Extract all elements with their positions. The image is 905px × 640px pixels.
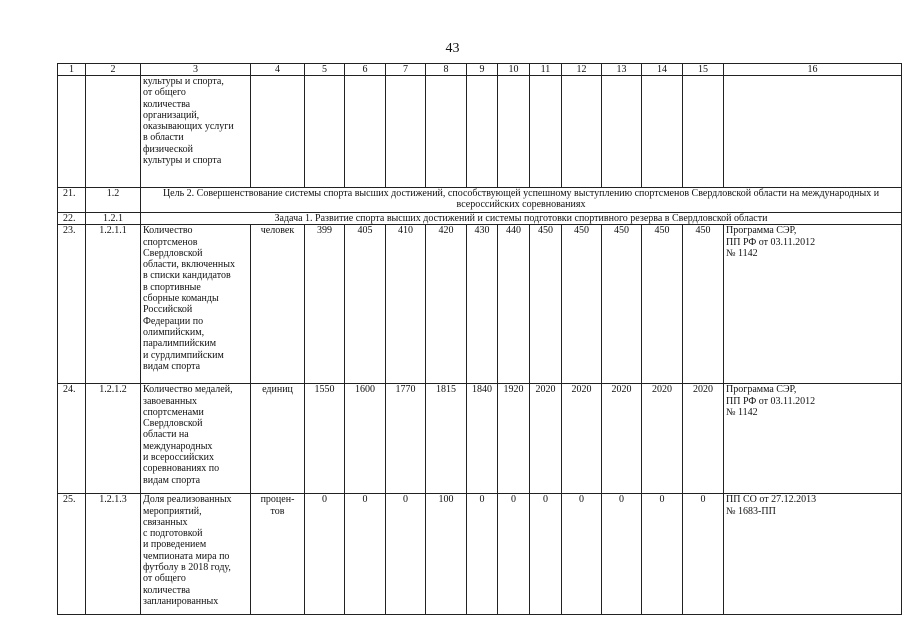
row-code: 1.2.1.1: [86, 225, 141, 384]
value-cell: 2020: [530, 384, 562, 494]
value-cell: 2020: [602, 384, 642, 494]
unit: процен- тов: [251, 494, 305, 615]
page-number: 43: [445, 41, 460, 56]
header-cell: 1: [58, 64, 86, 76]
row-number: 25.: [58, 494, 86, 615]
header-cell: 3: [141, 64, 251, 76]
value-cell: 440: [498, 225, 530, 384]
value-cell: 1815: [426, 384, 467, 494]
cell-code: [86, 76, 141, 188]
source-doc: Программа СЭР, ПП РФ от 03.11.2012 № 1142: [724, 225, 902, 384]
value-cell: 450: [602, 225, 642, 384]
value-cell: 2020: [562, 384, 602, 494]
goal-row: [58, 188, 902, 213]
unit: человек: [251, 225, 305, 384]
value-cell: 0: [530, 494, 562, 615]
value-cell: 100: [426, 494, 467, 615]
indicator-name: Количество медалей, завоеванных спортсменами Свердловской области на международных и всероссийских соревнованиях по видам спорта: [141, 384, 251, 494]
value-cell: 1600: [345, 384, 386, 494]
task-row: [58, 213, 902, 225]
value-cell: 450: [530, 225, 562, 384]
indicator-row: [58, 494, 902, 615]
header-cell: 12: [562, 64, 602, 76]
header-cell: 2: [86, 64, 141, 76]
header-cell: 8: [426, 64, 467, 76]
row-code: 1.2.1: [86, 213, 141, 225]
row-code: 1.2.1.2: [86, 384, 141, 494]
header-cell: 6: [345, 64, 386, 76]
value-cell: 0: [683, 494, 724, 615]
header-cell: 7: [386, 64, 426, 76]
row-number: 21.: [58, 188, 86, 213]
row-number: 23.: [58, 225, 86, 384]
cell-no: [58, 76, 86, 188]
value-cell: 1550: [305, 384, 345, 494]
value-cell: 450: [562, 225, 602, 384]
source-doc: ПП СО от 27.12.2013 № 1683-ПП: [724, 494, 902, 615]
value-cell: 0: [602, 494, 642, 615]
row-number: 24.: [58, 384, 86, 494]
source-doc: Программа СЭР, ПП РФ от 03.11.2012 № 1142: [724, 384, 902, 494]
header-cell: 14: [642, 64, 683, 76]
value-cell: 430: [467, 225, 498, 384]
continuation-row: [58, 76, 902, 188]
value-cell: 410: [386, 225, 426, 384]
value-cell: 0: [498, 494, 530, 615]
value-cell: 1840: [467, 384, 498, 494]
value-cell: 0: [386, 494, 426, 615]
value-cell: 420: [426, 225, 467, 384]
value-cell: 399: [305, 225, 345, 384]
value-cell: 2020: [642, 384, 683, 494]
header-row: [58, 64, 902, 76]
value-cell: 0: [562, 494, 602, 615]
header-cell: 5: [305, 64, 345, 76]
row-code: 1.2.1.3: [86, 494, 141, 615]
header-cell: 9: [467, 64, 498, 76]
value-cell: 0: [467, 494, 498, 615]
unit: единиц: [251, 384, 305, 494]
value-cell: 0: [642, 494, 683, 615]
row-code: 1.2: [86, 188, 141, 213]
indicator-row: [58, 225, 902, 384]
row-number: 22.: [58, 213, 86, 225]
indicators-table: [57, 63, 902, 615]
indicator-row: [58, 384, 902, 494]
indicator-name: Количество спортсменов Свердловской области, включенных в списки кандидатов в спортивные сборные команды Российской Федерации по олимпийским, паралимпийским и сурдлимпийским видам спорта: [141, 225, 251, 384]
value-cell: 450: [683, 225, 724, 384]
task-text: Задача 1. Развитие спорта высших достижений и системы подготовки спортивного резерва в Свердловской области: [141, 213, 902, 225]
value-cell: 1920: [498, 384, 530, 494]
header-cell: 16: [724, 64, 902, 76]
goal-text: Цель 2. Совершенствование системы спорта высших достижений, способствующей успешному выступлению спортсменов Свердловской области на международных и всероссийских соревнованиях: [141, 188, 902, 213]
value-cell: 2020: [683, 384, 724, 494]
value-cell: 0: [345, 494, 386, 615]
header-cell: 10: [498, 64, 530, 76]
header-cell: 15: [683, 64, 724, 76]
value-cell: 0: [305, 494, 345, 615]
header-cell: 4: [251, 64, 305, 76]
continuation-text: культуры и спорта, от общего количества организаций, оказывающих услуги в области физической культуры и спорта: [141, 76, 251, 188]
value-cell: 405: [345, 225, 386, 384]
header-cell: 11: [530, 64, 562, 76]
value-cell: 1770: [386, 384, 426, 494]
value-cell: 450: [642, 225, 683, 384]
indicator-name: Доля реализованных мероприятий, связанных с подготовкой и проведением чемпионата мира по футболу в 2018 году, от общего количества запланированных: [141, 494, 251, 615]
header-cell: 13: [602, 64, 642, 76]
